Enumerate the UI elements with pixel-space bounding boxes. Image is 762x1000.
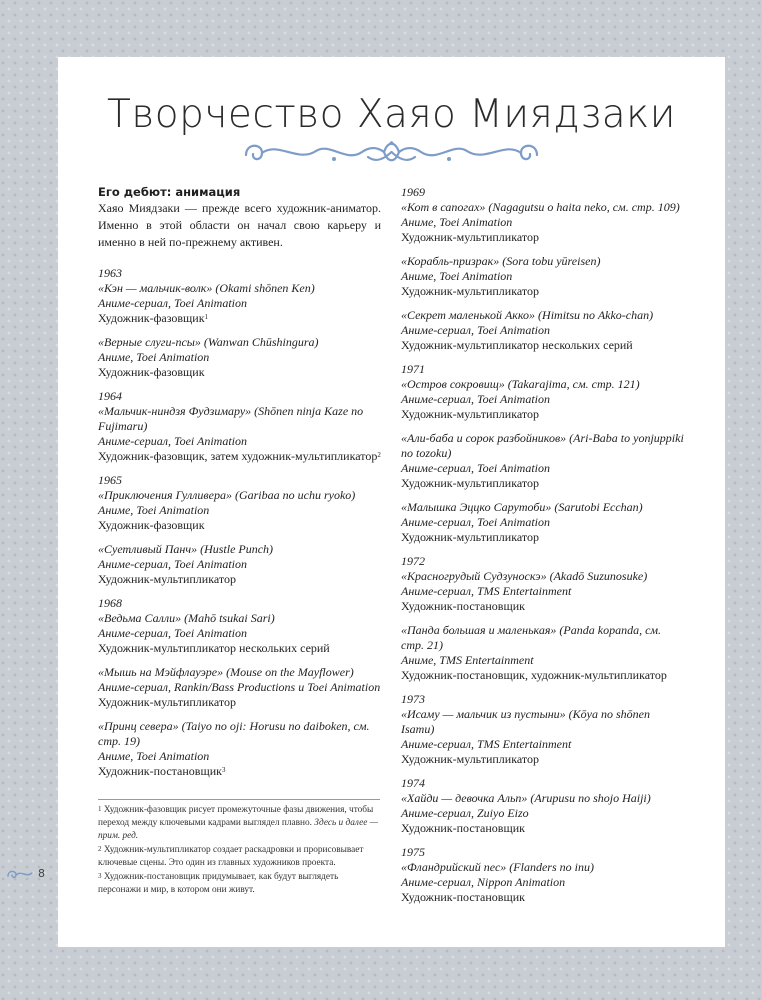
entry-role: Художник-постановщик	[401, 890, 525, 904]
entry-type-studio: Аниме, Toei Animation	[98, 503, 210, 517]
entry-title: «Секрет маленькой Акко» (Himitsu no Akko-chan)	[401, 308, 654, 322]
filmography-entry	[401, 776, 686, 836]
filmography-entry	[401, 692, 686, 767]
entry-type-studio: Аниме-сериал, Toei Animation	[401, 323, 551, 337]
entry-type-studio: Аниме-сериал, Toei Animation	[98, 434, 248, 448]
entry-year: 1974	[401, 776, 425, 790]
entry-title: «Корабль-призрак» (Sora tobu yūreisen)	[401, 254, 601, 268]
entry-title: «Кот в сапогах» (Nagagutsu o haita neko, см. стр. 109)	[401, 200, 680, 214]
entry-type-studio: Аниме, Toei Animation	[401, 215, 513, 229]
entry-year: 1969	[401, 185, 425, 199]
entry-title: «Суетливый Панч» (Hustle Punch)	[98, 542, 274, 556]
footnote-number: 3	[98, 872, 102, 880]
entry-year: 1972	[401, 554, 425, 568]
entry-role: Художник-постановщик	[401, 599, 525, 613]
book-page	[58, 57, 725, 947]
footnote-mark: 2	[377, 451, 381, 459]
section-heading: Его дебют: анимация	[98, 185, 241, 199]
entry-type-studio: Аниме-сериал, Toei Animation	[401, 461, 551, 475]
filmography-entry	[401, 623, 686, 683]
entry-type-studio: Аниме-сериал, Toei Animation	[98, 296, 248, 310]
entry-year: 1965	[98, 473, 122, 487]
entry-type-studio: Аниме-сериал, Toei Animation	[98, 626, 248, 640]
entry-type-studio: Аниме, Toei Animation	[401, 269, 513, 283]
swirl-ornament-icon	[6, 868, 34, 880]
entry-type-studio: Аниме-сериал, TMS Entertainment	[401, 584, 572, 598]
footnote	[98, 804, 380, 843]
entry-type-studio: Аниме-сериал, Nippon Animation	[401, 875, 566, 889]
entry-role: Художник-мультипликатор	[98, 572, 236, 586]
footnote-mark: 3	[221, 766, 226, 774]
entry-title: «Приключения Гулливера» (Garibaa no uchu ryoko)	[98, 488, 356, 502]
right-column	[401, 185, 686, 914]
entry-role: Художник-мультипликатор	[401, 407, 539, 421]
footnote-mark: 1	[204, 313, 209, 321]
entry-role: Художник-постановщик	[401, 821, 525, 835]
footnote	[98, 844, 380, 870]
filmography-entry	[98, 719, 381, 779]
page-number: 8	[38, 867, 45, 880]
entry-title: «Хайди — девочка Альп» (Arupusu no shojo Haiji)	[401, 791, 651, 805]
entry-role: Художник-постановщик, художник-мультипликатор	[401, 668, 667, 682]
entry-title: «Принц севера» (Taiyo no oji: Horusu no daiboken, см. стр. 19)	[98, 719, 370, 748]
filmography-entry	[98, 596, 381, 656]
filmography-entry	[98, 335, 381, 380]
footnote-text: Художник-фазовщик рисует промежуточные фазы движения, чтобы переход между ключевыми кадрами выглядел плавно.	[98, 805, 374, 828]
page-title: Творчество Хаяо Миядзаки	[107, 92, 676, 137]
filmography-entry	[401, 554, 686, 614]
footnotes	[98, 799, 380, 898]
filmography-entry	[98, 389, 381, 464]
filmography-entry	[401, 500, 686, 545]
filmography-list-left	[98, 266, 381, 779]
footnote	[98, 871, 380, 897]
entry-type-studio: Аниме-сериал, Toei Animation	[98, 557, 248, 571]
filmography-entry	[401, 185, 686, 245]
flourish-ornament-icon	[238, 137, 545, 167]
entry-role: Художник-мультипликатор нескольких серий	[401, 338, 633, 352]
entry-role: Художник-фазовщик	[98, 365, 205, 379]
entry-role: Художник-мультипликатор	[98, 695, 236, 709]
filmography-entry	[98, 665, 381, 710]
entry-title: «Мышь на Мэйфлауэре» (Mouse on the Mayflower)	[98, 665, 354, 679]
entry-title: «Красногрудый Судзуноскэ» (Akadō Suzunosuke)	[401, 569, 648, 583]
entry-year: 1975	[401, 845, 425, 859]
entry-role: Художник-фазовщик, затем художник-мультипликатор$^2$	[98, 449, 381, 463]
entry-type-studio: Аниме-сериал, Toei Animation	[401, 515, 551, 529]
filmography-entry	[401, 845, 686, 905]
entry-type-studio: Аниме, Toei Animation	[98, 350, 210, 364]
entry-role: Художник-мультипликатор	[401, 476, 539, 490]
entry-year: 1963	[98, 266, 122, 280]
entry-role: Художник-мультипликатор	[401, 284, 539, 298]
entry-type-studio: Аниме, TMS Entertainment	[401, 653, 534, 667]
left-column	[98, 185, 381, 788]
entry-year: 1971	[401, 362, 425, 376]
entry-title: «Али-баба и сорок разбойников» (Ari-Baba to yonjuppiki no tozoku)	[401, 431, 684, 460]
entry-type-studio: Аниме-сериал, Zuiyo Eizo	[401, 806, 529, 820]
entry-title: «Исаму — мальчик из пустыни» (Kōya no shōnen Isamu)	[401, 707, 650, 736]
entry-role: Художник-мультипликатор	[401, 530, 539, 544]
filmography-entry	[401, 362, 686, 422]
footnote-number: 2	[98, 845, 102, 853]
filmography-entry	[98, 266, 381, 326]
entry-year: 1964	[98, 389, 122, 403]
entry-role: Художник-фазовщик$^1$	[98, 311, 209, 325]
intro-paragraph: Хаяо Миядзаки — прежде всего художник-аниматор. Именно в этой области он начал свою карьеру и именно в ней по-прежнему активен.	[98, 201, 381, 249]
filmography-entry	[401, 254, 686, 299]
entry-title: «Кэн — мальчик-волк» (Okami shōnen Ken)	[98, 281, 315, 295]
entry-role: Художник-постановщик$^3$	[98, 764, 226, 778]
entry-role: Художник-мультипликатор	[401, 752, 539, 766]
entry-type-studio: Аниме-сериал, TMS Entertainment	[401, 737, 572, 751]
footnote-number: 1	[98, 805, 102, 813]
entry-title: «Мальчик-ниндзя Фудзимару» (Shōnen ninja Kaze no Fujimaru)	[98, 404, 364, 433]
entry-title: «Остров сокровищ» (Takarajima, см. стр. 121)	[401, 377, 640, 391]
entry-type-studio: Аниме-сериал, Toei Animation	[401, 392, 551, 406]
entry-role: Художник-мультипликатор нескольких серий	[98, 641, 330, 655]
footnote-text: Художник-постановщик придумывает, как будут выглядеть персонажи и мир, в котором они живут.	[98, 872, 339, 895]
entry-year: 1968	[98, 596, 122, 610]
entry-role: Художник-мультипликатор	[401, 230, 539, 244]
entry-type-studio: Аниме, Toei Animation	[98, 749, 210, 763]
filmography-entry	[98, 473, 381, 533]
filmography-entry	[98, 542, 381, 587]
entry-title: «Малышка Эццко Сарутоби» (Sarutobi Ecchan)	[401, 500, 643, 514]
entry-title: «Ведьма Салли» (Mahō tsukai Sari)	[98, 611, 275, 625]
filmography-entry	[401, 308, 686, 353]
entry-role: Художник-фазовщик	[98, 518, 205, 532]
entry-title: «Верные слуги-псы» (Wanwan Chūshingura)	[98, 335, 319, 349]
entry-type-studio: Аниме-сериал, Rankin/Bass Productions и Toei Animation	[98, 680, 381, 694]
filmography-list-right	[401, 185, 686, 905]
entry-year: 1973	[401, 692, 425, 706]
filmography-entry	[401, 431, 686, 491]
entry-title: «Фландрийский пес» (Flanders no inu)	[401, 860, 594, 874]
footnote-editor-note: Здесь и далее — прим. ред.	[98, 818, 378, 841]
entry-title: «Панда большая и маленькая» (Panda kopanda, см. стр. 21)	[401, 623, 662, 652]
page-folio	[6, 867, 45, 880]
footnote-text: Художник-мультипликатор создает раскадровки и прорисовывает ключевые сцены. Это один из главных художников проекта.	[98, 845, 364, 868]
